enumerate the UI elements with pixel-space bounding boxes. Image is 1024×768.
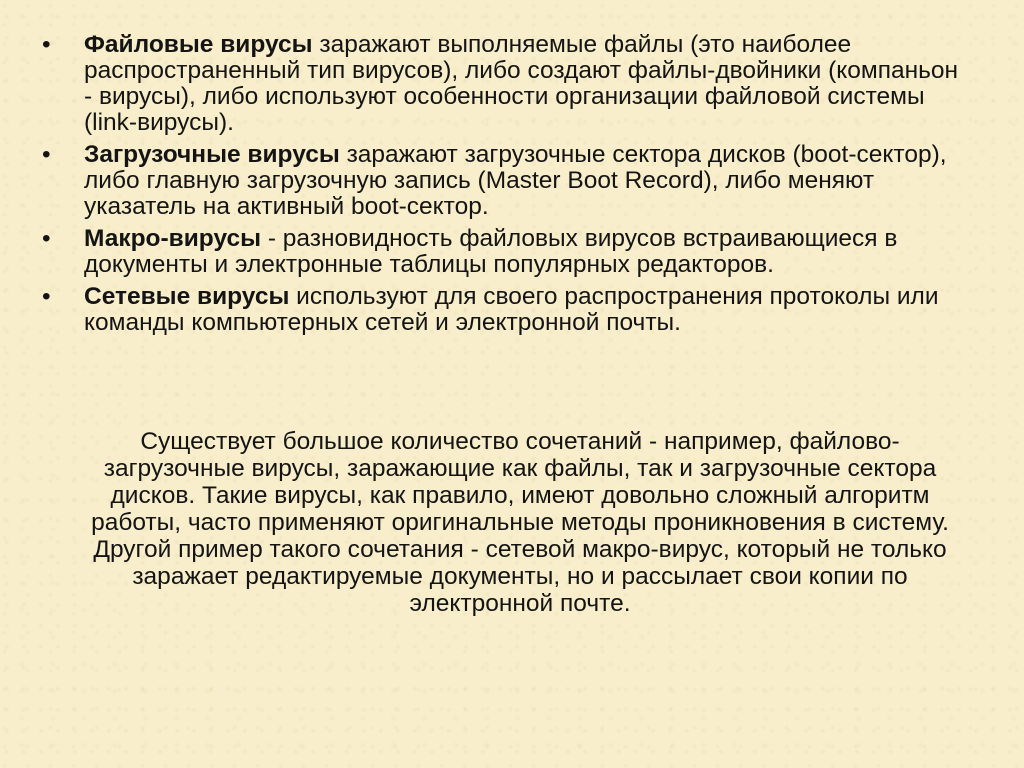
bullet-item-macro-viruses: [40, 226, 970, 278]
summary-paragraph: Существует большое количество сочетаний - например, файлово-загрузочные вирусы, заражающие как файлы, так и загрузочные сектора дисков. Такие вирусы, как правило, имеют довольно сложный алгоритм работы, часто применяют оригинальные методы проникновения в систему. Другой пример такого сочетания - сетевой макро-вирус, который не только заражает редактируемые документы, но и рассылает свои копии по электронной почте.: [91, 428, 949, 617]
bullet-term: Сетевые вирусы: [84, 283, 290, 310]
bullet-text: используют для своего распространения протоколы или команды компьютерных сетей и электронной почты.: [84, 283, 939, 336]
bullet-list: [40, 32, 970, 342]
bullet-item-file-viruses: [40, 32, 970, 136]
bullet-item-boot-viruses: [40, 142, 970, 220]
bullet-text: заражают загрузочные сектора дисков (boot-сектор), либо главную загрузочную запись (Master Boot Record), либо меняют указатель на активный boot-сектор.: [84, 141, 947, 220]
bullet-term: Загрузочные вирусы: [84, 141, 340, 168]
bullet-term: Макро-вирусы: [84, 225, 262, 252]
bullet-dot: •: [42, 31, 51, 58]
bullet-item-network-viruses: [40, 284, 970, 336]
bullet-dot: •: [42, 283, 51, 310]
bullet-dot: •: [42, 225, 51, 252]
bullet-text: - разновидность файловых вирусов встраивающиеся в документы и электронные таблицы популярных редакторов.: [84, 225, 898, 278]
bullet-dot: •: [42, 141, 51, 168]
bullet-term: Файловые вирусы: [84, 31, 313, 58]
bullet-text: заражают выполняемые файлы (это наиболее распространенный тип вирусов), либо создают файлы-двойники (компаньон - вирусы), либо используют особенности организации файловой системы (link-вирусы).: [84, 31, 959, 136]
